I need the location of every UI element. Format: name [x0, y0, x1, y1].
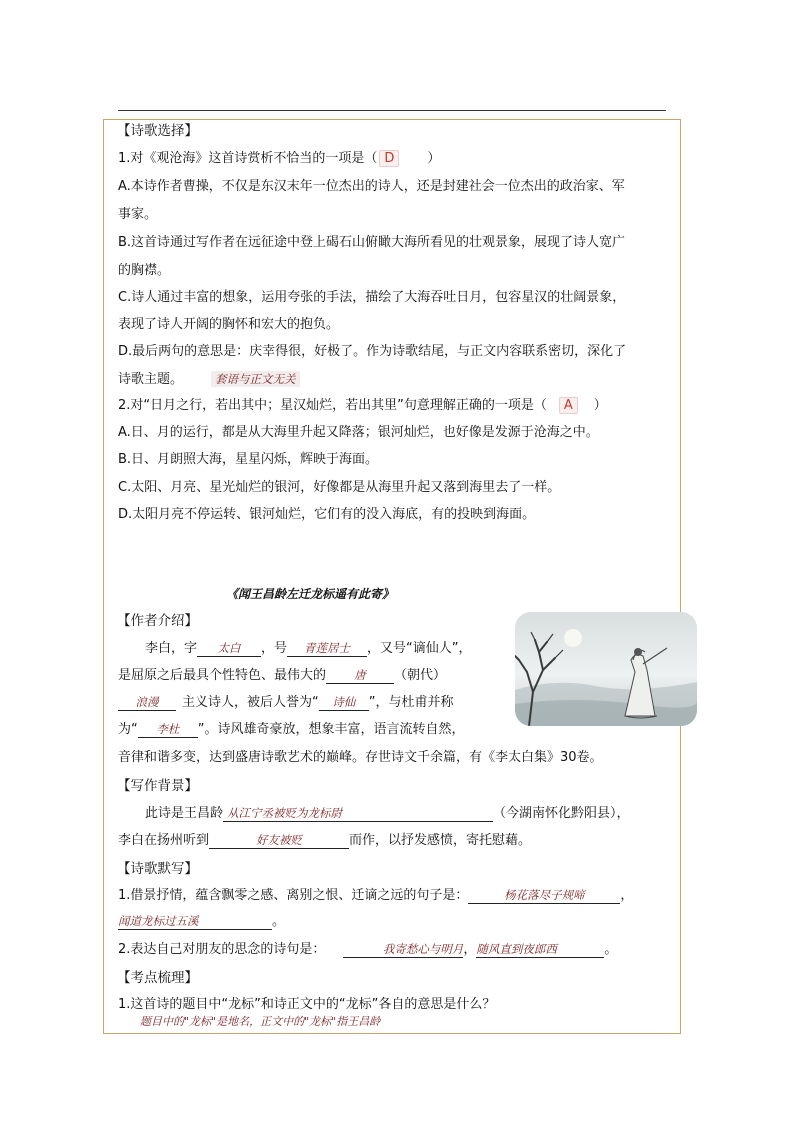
blank-heard-news: 好友被贬 [209, 832, 349, 849]
q1-option-c-line1: C.诗人通过丰富的想象，运用夸张的手法，描绘了大海吞吐日月，包容星汉的壮阔景象， [118, 290, 626, 305]
section-heading-key-points: 【考点梳理】 [117, 970, 198, 986]
poem2-title: 《闻王昌龄左迁龙标遥有此寄》 [226, 587, 395, 601]
q1-option-b-line1: B.这首诗通过写作者在远征途中登上碣石山俯瞰大海所看见的壮观景象，展现了诗人宽广 [118, 235, 626, 250]
q1-option-a-line1: A.本诗作者曹操，不仅是东汉末年一位杰出的诗人，还是封建社会一位杰出的政治家、军 [118, 179, 625, 194]
header-rule [118, 110, 666, 111]
q2-option-a: A.日、月的运行，都是从大海里升起又降落；银河灿烂，也好像是发源于沧海之中。 [118, 425, 599, 440]
dictation-q2: 2.表达自己对朋友的思念的诗句是： 我寄愁心与明月，随风直到夜郎西 。 [118, 942, 618, 957]
q1-answer: D [379, 150, 399, 167]
blank-dictation-1b: 闻道龙标过五溪 [118, 913, 272, 930]
blank-pair-name: 李杜 [138, 721, 198, 738]
author-line1: 李白，字 太白 ，号 青莲居士 ，又号“谪仙人”， [145, 641, 472, 656]
key-points-q1: 1.这首诗的题目中“龙标”和诗正文中的“龙标”各自的意思是什么？ [118, 997, 496, 1012]
blank-dynasty: 唐 [326, 667, 394, 684]
section-heading-poem-choice: 【诗歌选择】 [117, 123, 198, 139]
section-heading-author: 【作者介绍】 [117, 613, 198, 629]
q1-option-d-line1: D.最后两句的意思是：庆幸得很，好极了。作为诗歌结尾，与正文内容联系密切，深化了 [118, 344, 627, 359]
blank-pen-name: 青莲居士 [287, 640, 367, 657]
q1-option-c-line2: 表现了诗人开阔的胸怀和宏大的抱负。 [118, 317, 340, 332]
section-heading-dictation: 【诗歌默写】 [117, 861, 198, 877]
q2-answer: A [559, 397, 578, 414]
section-heading-background: 【写作背景】 [117, 778, 198, 794]
background-line2: 李白在扬州听到 好友被贬 而作，以抒发感愤，寄托慰藉。 [118, 833, 532, 848]
blank-dictation-1a: 杨花落尽子规啼 [468, 887, 620, 904]
blank-courtesy-name: 太白 [197, 640, 261, 657]
author-line3: 浪漫 主义诗人，被后人誉为“ 诗仙 ”，与杜甫并称 [118, 694, 454, 712]
q1-option-d-line2: 诗歌主题。 套语与正文无关 [118, 370, 300, 389]
dictation-q1-line1: 1.借景抒情，蕴含飘零之感、离别之恨、迁谪之远的句子是： 杨花落尽子规啼 ， [118, 888, 634, 903]
q2-option-d: D.太阳月亮不停运转、银河灿烂，它们有的没入海底，有的投映到海面。 [118, 507, 536, 522]
blank-honorific: 诗仙 [319, 694, 369, 711]
blank-dictation-2b: 随风直到夜郎西 [476, 941, 604, 958]
q1-handwritten-note: 套语与正文无关 [211, 371, 300, 387]
author-line5: 音律和谐多变，达到盛唐诗歌艺术的巅峰。存世诗文千余篇，有《李太白集》30卷。 [118, 750, 603, 765]
blank-school: 浪漫 [118, 694, 176, 711]
q1-option-b-line2: 的胸襟。 [118, 263, 171, 278]
q2-option-b: B.日、月朗照大海，星星闪烁，辉映于海面。 [118, 452, 379, 467]
q2-stem: 2.对“日月之行，若出其中；星汉灿烂，若出其里”句意理解正确的一项是（ A ） [118, 398, 607, 413]
author-line4: 为“ 李杜 ”。诗风雄奇豪放，想象丰富，语言流转自然， [118, 722, 465, 737]
background-line1: 此诗是王昌龄 从江宁丞被贬为龙标尉 （今湖南怀化黔阳县）， [145, 806, 630, 821]
q1-option-a-line2: 事家。 [118, 207, 158, 222]
q1-stem: 1.对《观沧海》这首诗赏析不恰当的一项是（ D ） [118, 151, 441, 166]
poet-ink-painting [515, 612, 697, 726]
blank-demotion: 从江宁丞被贬为龙标尉 [223, 805, 493, 822]
dictation-q1-line2: 闻道龙标过五溪 。 [118, 914, 286, 929]
author-line2: 是屈原之后最具个性特色、最伟大的 唐 （朝代） [118, 668, 447, 683]
key-points-a1: 题目中的"龙标"是地名，正文中的"龙标"指王昌龄 [140, 1015, 381, 1028]
blank-dictation-2a: 我寄愁心与明月 [343, 941, 463, 958]
q2-option-c: C.太阳、月亮、星光灿烂的银河，好像都是从海里升起又落到海里去了一样。 [118, 480, 561, 495]
